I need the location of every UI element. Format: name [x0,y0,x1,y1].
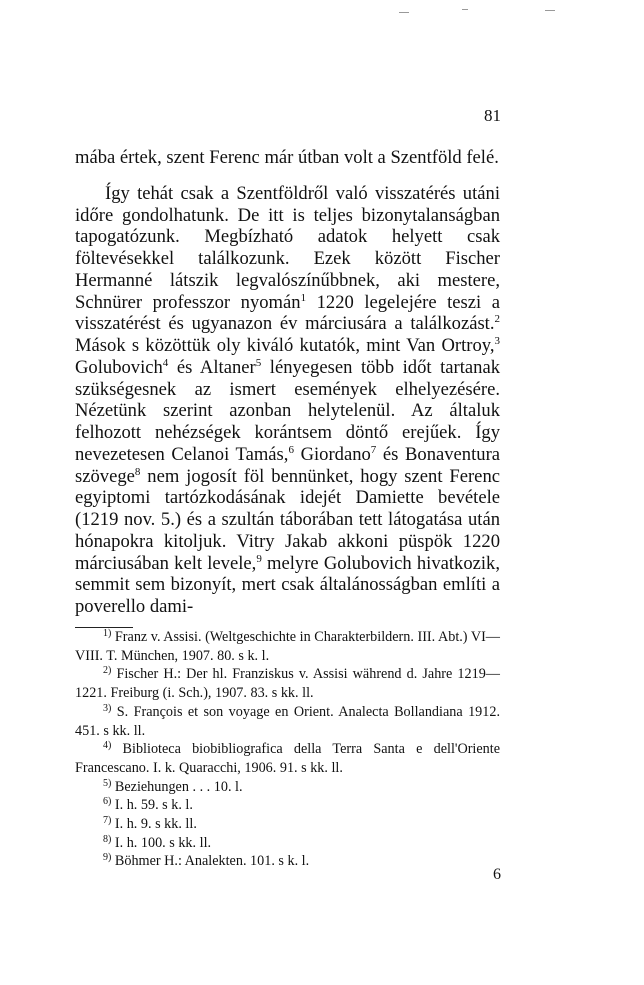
footnote-reference: 4 [162,356,169,369]
footnotes [75,628,500,871]
footnote-reference: 6 [288,443,294,456]
footnote-text: Biblioteca biobibliografica della Terra Santa e dell'Oriente Francescano. I. k. Quaracchi, 1906. 91. s kk. ll. [75,741,500,776]
footnote-mark: 5) [103,777,112,789]
footnote-text: Franz v. Assisi. (Weltgeschichte in Charakterbildern. III. Abt.) VI—VIII. T. München, 1907. 80. s k. l. [75,629,500,664]
footnote-text: Böhmer H.: Analekten. 101. s k. l. [111,853,310,870]
footnote-reference: 5 [255,356,262,369]
footnote-mark: 9) [103,852,112,864]
footnote-text: S. François et son voyage en Orient. Analecta Bollandiana 1912. 451. s kk. ll. [75,703,500,739]
body-paragraph [75,183,500,618]
text-run: melyre Golubovich hivatkozik, semmit sem bizonyít, mert csak általánosságban említi a poverello dami- [75,552,500,617]
footnote-mark: 7) [103,815,112,827]
text-run: 1220 legelejére teszi a visszatérést és ugyanazon év márciusára a találkozást. [75,291,501,335]
footnote [75,740,500,777]
footnote-text: Beziehungen . . . 10. l. [111,778,243,795]
text-run: Golubovich [75,356,163,378]
footnote-reference: 9 [256,552,262,565]
footnote [75,852,500,871]
footnote-mark: 6) [103,796,112,808]
scan-speck [399,12,409,13]
footnote-text: I. h. 59. s k. l. [111,797,193,814]
text-run: Így tehát csak a Szentföldről való visszatérés utáni időre gondolhatunk. De itt is teljes bizonytalanságban tapogatózunk. Megbízható adatok helyett csak föltevésekkel találkozunk. Ezek között Fischer Hermanné látszik legvalószínűbbnek, aki mestere, Schnürer professzor nyomán [75,182,500,313]
footnote [75,796,500,815]
text-run: mába értek, szent Ferenc már útban volt a Szentföld felé. [75,147,499,168]
scan-speck [462,9,468,10]
footnote [75,834,500,853]
text-run: Mások s közöttük oly kiváló kutatók, mint Van Ortroy, [75,335,495,356]
footnote-text: I. h. 100. s kk. ll. [111,834,212,851]
footnote-mark: 1) [103,628,112,639]
footnote [75,665,500,702]
footnote-mark: 4) [103,740,112,752]
text-run: és Altaner [168,356,256,378]
footnote-reference: 2 [494,313,500,326]
signature-mark: 6 [493,866,501,883]
footnote-mark: 3) [103,702,112,714]
footnote-reference: 7 [370,443,377,456]
body-paragraph [75,147,500,169]
text-run: lényegesen több időt tartanak szükségesnek az ismert események elhelyezésére. Nézetünk szerint azonban helytelenül. Az általuk felhozott nehézségek korántsem döntő erejűek. Így nevezetesen Celanoi Tamás, [75,356,500,465]
footnote [75,815,500,834]
page-number: 81 [484,106,501,125]
footnote [75,628,500,665]
text-run: nem jogosít föl bennünket, hogy szent Ferenc egyiptomi tartózkodásának idejét Damiette bevétele (1219 nov. 5.) és a szultán táborában tett látogatása után hónapokra kitoljuk. Vitry Jakab akkoni püspök 1220 márciusában kelt levele, [75,465,500,574]
text-run: és Bonaventura szövege [75,443,501,487]
footnote-reference: 1 [300,291,307,304]
text-run: Giordano [293,443,371,465]
footnote [75,778,500,797]
body-text [75,147,500,618]
footnote-text: I. h. 9. s kk. ll. [111,816,197,833]
footnote-reference: 8 [134,465,141,478]
scan-speck [545,10,555,11]
footnote-mark: 8) [103,833,112,845]
footnote-text: Fischer H.: Der hl. Franziskus v. Assisi während d. Jahre 1219—1221. Freiburg (i. Sch.), 1907. 83. s kk. ll. [75,666,500,702]
footnote-reference: 3 [494,335,500,347]
footnote-mark: 2) [103,665,112,677]
footnote [75,703,500,740]
